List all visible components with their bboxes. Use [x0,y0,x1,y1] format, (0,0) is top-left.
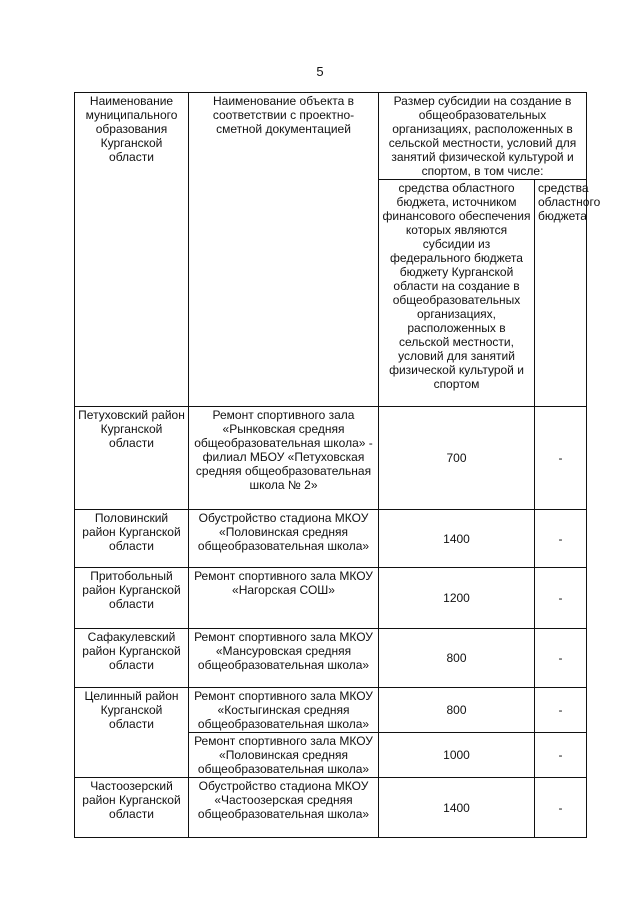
header-subsidy-federal-source: средства областного бюджета, источником финансового обеспечения которых являются субсидии из федерального бюджета бюджету Курганской области на создание в общеобразовательных организациях, расположенных в сельской местности, условий для занятий физической культурой и спортом [379,180,535,407]
federal-source-cell: 800 [379,688,535,733]
regional-cell: - [535,510,587,568]
object-cell: Ремонт спортивного зала МКОУ «Костыгинская средняя общеобразовательная школа» [189,688,379,733]
regional-cell: - [535,407,587,510]
object-cell: Обустройство стадиона МКОУ «Частоозерская средняя общеобразовательная школа» [189,778,379,838]
municipality-cell: Половинский район Курганской области [75,510,189,568]
page-number: 5 [316,64,324,79]
subsidy-table [74,92,601,838]
federal-source-cell: 800 [379,629,535,688]
regional-cell: - [535,733,587,778]
municipality-cell: Притобольный район Курганской области [75,568,189,629]
table-row [75,568,587,629]
federal-source-cell: 1000 [379,733,535,778]
regional-cell: - [535,688,587,733]
regional-cell: - [535,568,587,629]
object-cell: Обустройство стадиона МКОУ «Половинская средняя общеобразовательная школа» [189,510,379,568]
table-row [75,510,587,568]
table-row [75,778,587,838]
regional-cell: - [535,778,587,838]
table-row [75,688,587,733]
federal-source-cell: 1400 [379,510,535,568]
object-cell: Ремонт спортивного зала «Рынковская средняя общеобразовательная школа» - филиал МБОУ «Петуховская средняя общеобразовательная школа № 2» [189,407,379,510]
municipality-cell: Частоозерский район Курганской области [75,778,189,838]
header-object: Наименование объекта в соответствии с проектно-сметной документацией [189,93,379,407]
object-cell: Ремонт спортивного зала МКОУ «Мансуровская средняя общеобразовательная школа» [189,629,379,688]
header-subsidy-regional: средства областного бюджета [535,180,587,407]
regional-cell: - [535,629,587,688]
federal-source-cell: 1200 [379,568,535,629]
header-row-main [75,93,587,180]
municipality-cell: Петуховский район Курганской области [75,407,189,510]
object-cell: Ремонт спортивного зала МКОУ «Половинская средняя общеобразовательная школа» [189,733,379,778]
municipality-cell: Целинный район Курганской области [75,688,189,778]
federal-source-cell: 1400 [379,778,535,838]
object-cell: Ремонт спортивного зала МКОУ «Нагорская СОШ» [189,568,379,629]
header-subsidy-total: Размер субсидии на создание в общеобразовательных организациях, расположенных в сельской местности, условий для занятий физической культурой и спортом, в том числе: [379,93,587,180]
municipality-cell: Сафакулевский район Курганской области [75,629,189,688]
table-row [75,407,587,510]
federal-source-cell: 700 [379,407,535,510]
header-municipality: Наименование муниципального образования Курганской области [75,93,189,407]
table-row [75,629,587,688]
